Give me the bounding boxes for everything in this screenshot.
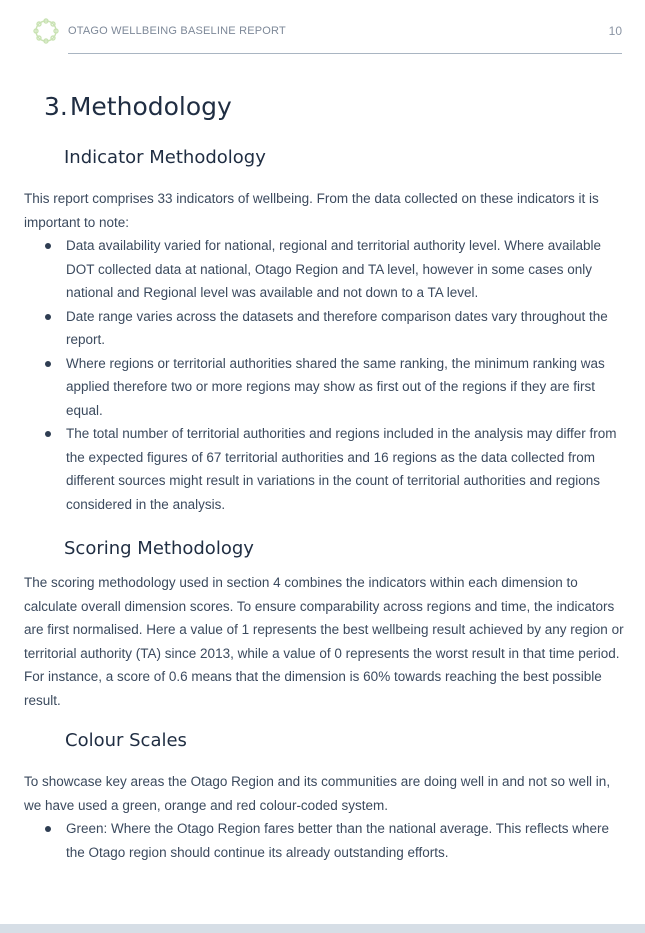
footer-band: [0, 924, 645, 933]
indicator-methodology-heading: Indicator Methodology: [64, 147, 266, 168]
wellbeing-logo-icon: [33, 18, 59, 44]
list-item: Where regions or territorial authorities shared the same ranking, the minimum ranking was applied therefore two or more regions may show as first out of the regions if they are first equal.: [24, 352, 624, 423]
page-header: [0, 0, 645, 60]
colour-scales-heading: Colour Scales: [65, 730, 187, 751]
list-item: Green: Where the Otago Region fares better than the national average. This reflects where the Otago region should continue its already outstanding efforts.: [24, 817, 624, 864]
bullet-icon: [45, 314, 51, 320]
list-item: Data availability varied for national, regional and territorial authority level. Where available DOT collected data at national, Otago Region and TA level, however in some cases only national and Regional level was available and not down to a TA level.: [24, 234, 624, 305]
section-number: 3.: [44, 92, 68, 121]
indicator-intro: This report comprises 33 indicators of wellbeing. From the data collected on these indicators it is important to note:: [24, 191, 599, 230]
indicator-bullet-list: [24, 234, 624, 516]
scoring-methodology-heading: Scoring Methodology: [64, 538, 254, 559]
list-item: Date range varies across the datasets and therefore comparison dates vary throughout the report.: [24, 305, 624, 352]
report-title: OTAGO WELLBEING BASELINE REPORT: [68, 25, 286, 37]
colour-bullet-list: [24, 817, 624, 864]
page-number: 10: [608, 24, 622, 38]
bullet-icon: [45, 826, 51, 832]
header-divider: [68, 53, 622, 54]
list-item: The total number of territorial authorities and regions included in the analysis may differ from the expected figures of 67 territorial authorities and 16 regions as the data collected from different sources might result in variations in the count of territorial authorities and regions considered in the analysis.: [24, 422, 624, 516]
bullet-icon: [45, 243, 51, 249]
scoring-body: The scoring methodology used in section 4 combines the indicators within each dimension to calculate overall dimension scores. To ensure comparability across regions and time, the indicators are first normalised. Here a value of 1 represents the best wellbeing result achieved by any region or territorial authority (TA) since 2013, while a value of 0 represents the worst result in that time period. For instance, a score of 0.6 means that the dimension is 60% towards reaching the best possible result.: [24, 575, 624, 708]
colour-intro: To showcase key areas the Otago Region and its communities are doing well in and not so well in, we have used a green, orange and red colour-coded system.: [24, 774, 611, 813]
section-title: Methodology: [69, 92, 232, 121]
bullet-icon: [45, 361, 51, 367]
section-heading: [44, 92, 232, 121]
bullet-icon: [45, 431, 51, 437]
